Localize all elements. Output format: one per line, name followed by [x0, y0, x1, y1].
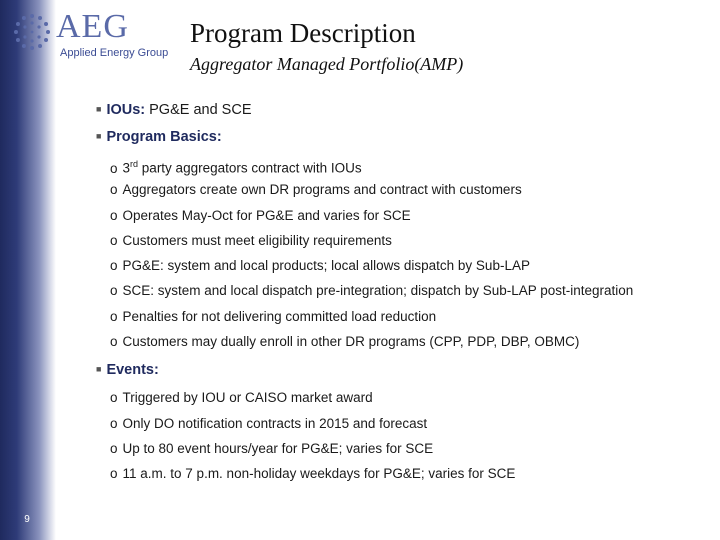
sub-bullet: o Customers may dually enroll in other DR programs (CPP, PDP, DBP, OBMC) — [110, 334, 580, 350]
circle-bullet-icon: o — [110, 283, 118, 299]
logo-name: AEG — [56, 8, 129, 45]
sub-bullet: o PG&E: system and local products; local allows dispatch by Sub-LAP — [110, 258, 530, 274]
bullet-events — [96, 358, 706, 380]
circle-bullet-icon: o — [110, 182, 118, 198]
circle-bullet-icon: o — [110, 258, 118, 274]
square-bullet-icon: ■ — [96, 364, 102, 375]
bullet-label: Program Basics: — [106, 129, 222, 145]
slide-content — [96, 98, 706, 487]
circle-bullet-icon: o — [110, 415, 118, 431]
sub-bullet: o 11 a.m. to 7 p.m. non-holiday weekdays for PG&E; varies for SCE — [110, 466, 516, 482]
sub-bullet: o Customers must meet eligibility requirements — [110, 232, 392, 248]
circle-bullet-icon: o — [110, 334, 118, 350]
sidebar-band — [0, 0, 56, 540]
circle-bullet-icon: o — [110, 232, 118, 248]
sub-bullet: o SCE: system and local dispatch pre-integration; dispatch by Sub-LAP post-integration — [110, 283, 634, 299]
circle-bullet-icon: o — [110, 207, 118, 223]
bullet-ious — [96, 98, 706, 120]
circle-bullet-icon: o — [110, 466, 118, 482]
logo-dots-icon — [12, 12, 52, 52]
slide-title: Program Description — [190, 18, 416, 48]
sub-bullet: o Penalties for not delivering committed load reduction — [110, 308, 437, 324]
bullet-label: Events: — [106, 362, 159, 379]
sub-bullet: o Operates May-Oct for PG&E and varies for SCE — [110, 207, 411, 223]
slide-subtitle: Aggregator Managed Portfolio(AMP) — [190, 54, 464, 74]
circle-bullet-icon: o — [110, 390, 118, 406]
circle-bullet-icon: o — [110, 440, 118, 456]
bullet-program-basics — [96, 125, 706, 147]
company-logo — [12, 10, 172, 62]
sub-bullet: o Aggregators create own DR programs and contract with customers — [110, 182, 522, 198]
sub-bullet: o Up to 80 event hours/year for PG&E; varies for SCE — [110, 440, 434, 456]
bullet-label: IOUs: — [106, 102, 146, 118]
bullet-text: PG&E and SCE — [145, 102, 252, 118]
circle-bullet-icon: o — [110, 160, 118, 176]
page-number: 9 — [24, 514, 30, 525]
sub-bullet: o Only DO notification contracts in 2015 and forecast — [110, 415, 428, 431]
logo-tagline: Applied Energy Group — [60, 47, 169, 59]
square-bullet-icon: ■ — [96, 131, 102, 141]
sub-bullet: o Triggered by IOU or CAISO market award — [110, 390, 373, 406]
circle-bullet-icon: o — [110, 308, 118, 324]
sub-bullet: o 3rd party aggregators contract with IOUs — [110, 159, 362, 176]
square-bullet-icon: ■ — [96, 104, 102, 114]
